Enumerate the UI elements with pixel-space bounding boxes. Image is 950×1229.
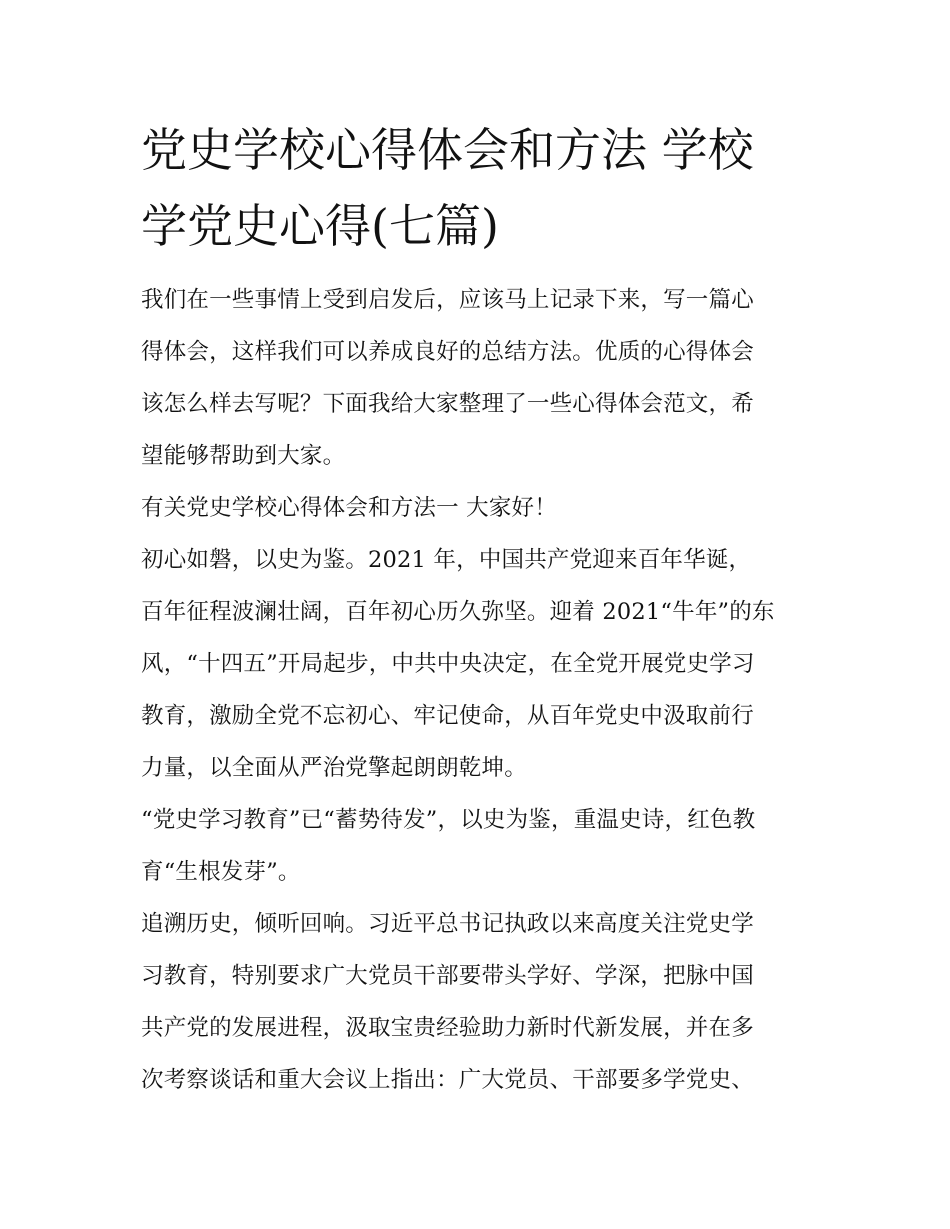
body-line: 百年征程波澜壮阔，百年初心历久弥坚。迎着 2021“牛年”的东 xyxy=(141,599,775,625)
body-line: 习教育，特别要求广大党员干部要带头学好、学深，把脉中国 xyxy=(141,963,754,989)
body-line: 次考察谈话和重大会议上指出：广大党员、干部要多学党史、 xyxy=(141,1067,754,1093)
body-line: 追溯历史，倾听回响。习近平总书记执政以来高度关注党史学 xyxy=(141,911,754,937)
body-line: 共产党的发展进程，汲取宝贵经验助力新时代新发展，并在多 xyxy=(141,1015,754,1041)
body-line: 望能够帮助到大家。 xyxy=(141,443,346,469)
body-line: 我们在一些事情上受到启发后，应该马上记录下来，写一篇心 xyxy=(141,287,754,313)
body-line: 初心如磐，以史为鉴。2021 年，中国共产党迎来百年华诞， xyxy=(141,547,752,573)
document-title xyxy=(141,112,821,264)
title-line: 党史学校心得体会和方法 学校 xyxy=(141,123,754,177)
body-line: 得体会，这样我们可以养成良好的总结方法。优质的心得体会 xyxy=(141,339,754,365)
body-line: 该怎么样去写呢？下面我给大家整理了一些心得体会范文，希 xyxy=(141,391,754,417)
body-line: “党史学习教育”已“蓄势待发”，以史为鉴，重温史诗，红色教 xyxy=(141,807,756,833)
body-line: 教育，激励全党不忘初心、牢记使命，从百年党史中汲取前行 xyxy=(141,703,754,729)
body-line: 力量，以全面从严治党擎起朗朗乾坤。 xyxy=(141,755,527,781)
body-line: 育“生根发芽”。 xyxy=(141,859,301,885)
document-body xyxy=(141,280,831,1112)
body-line: 有关党史学校心得体会和方法一 大家好！ xyxy=(141,495,557,521)
body-line: 风，“十四五”开局起步，中共中央决定，在全党开展党史学习 xyxy=(141,651,755,677)
title-line: 学党史心得(七篇) xyxy=(141,199,499,253)
